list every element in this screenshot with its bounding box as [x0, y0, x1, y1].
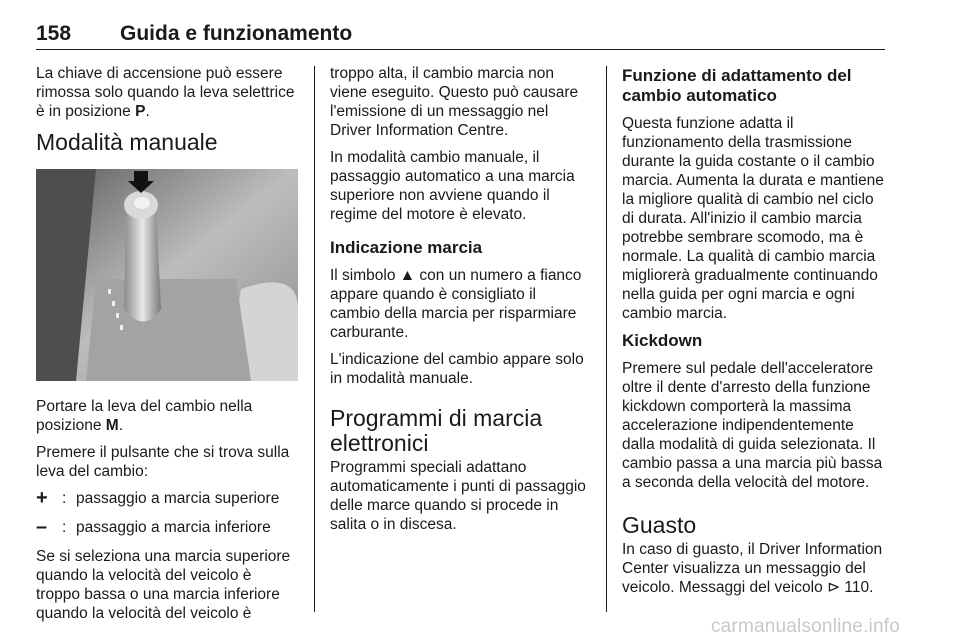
paragraph: Il simbolo ▲ con un numero a fianco appare quando è consigliato il cambio della marcia per risparmiare carburante. [330, 267, 582, 341]
paragraph: Portare la leva del cambio nella posizione M. [36, 398, 253, 434]
page-number: 158 [36, 22, 72, 45]
subheading-kickdown: Kickdown [622, 331, 703, 350]
gear-lever-image [36, 169, 298, 381]
paragraph: troppo alta, il cambio marcia non viene eseguito. Questo può causare l'emissione di un messaggio nel Driver Information Centre. [330, 65, 579, 139]
paragraph: Premere il pulsante che si trova sulla leva del cambio: [36, 444, 290, 480]
header-rule [36, 49, 885, 50]
list-item: + : passaggio a marcia superiore [36, 487, 280, 509]
paragraph: Se si seleziona una marcia superiore quando la velocità del veicolo è troppo bassa o una marcia inferiore quando la velocità del veicolo è [36, 548, 291, 622]
column-3 [622, 64, 888, 605]
paragraph: In modalità cambio manuale, il passaggio automatico a una marcia superiore non avviene quando il regime del motore è elevato. [330, 149, 575, 223]
section-heading-manual-mode: Modalità manuale [36, 129, 218, 155]
plus-icon: + [36, 487, 48, 509]
gear-lever-illustration [36, 169, 298, 381]
list-item: – : passaggio a marcia inferiore [36, 516, 271, 538]
page-title: Guida e funzionamento [120, 22, 353, 45]
triangle-up-icon: ▲ [399, 267, 416, 284]
page-header [36, 22, 885, 52]
section-heading-fault: Guasto [622, 512, 697, 538]
watermark: carmanualsonline.info [710, 616, 900, 637]
page-reference-icon: ⊳ [827, 579, 841, 596]
intro-paragraph: La chiave di accensione può essere rimossa solo quando la leva selettrice è in posizione P. [36, 65, 295, 120]
paragraph: Premere sul pedale dell'acceleratore oltre il dente d'arresto della funzione kickdown comporterà la massima accelerazione indipendentemente dalla modalità di guida selezionata. Il cambio passa a una marcia più bassa a seconda della velocità del motore. [622, 360, 883, 491]
subheading-adaptation: Funzione di adattamento del cambio automatico [622, 66, 852, 105]
minus-icon: – [36, 516, 48, 538]
paragraph: Questa funzione adatta il funzionamento della trasmissione durante la guida costante o il cambio marcia. Aumenta la durata e mantiene la migliore qualità di cambio nel ciclo di durata. All'inizio il cambio marcia potrebbe sembrare scomodo, ma è normale. La qualità di cambio marcia migliorerà gradualmente continuando nella guida per ogni marcia e ogni cambio marcia. [622, 115, 884, 322]
column-2 [330, 64, 590, 542]
paragraph: L'indicazione del cambio appare solo in modalità manuale. [330, 351, 584, 387]
section-heading-electronic-programs: Programmi di marcia elettronici [330, 405, 543, 456]
subheading-gear-indication: Indicazione marcia [330, 238, 483, 257]
paragraph: Programmi speciali adattano automaticamente i punti di passaggio delle marce quando si procede in salita o in discesa. [330, 459, 586, 533]
column-1 [36, 64, 298, 631]
column-divider [314, 66, 315, 612]
column-divider [606, 66, 607, 612]
paragraph: In caso di guasto, il Driver Information Center visualizza un messaggio del veicolo. Messaggi del veicolo ⊳ 110. [622, 541, 883, 596]
